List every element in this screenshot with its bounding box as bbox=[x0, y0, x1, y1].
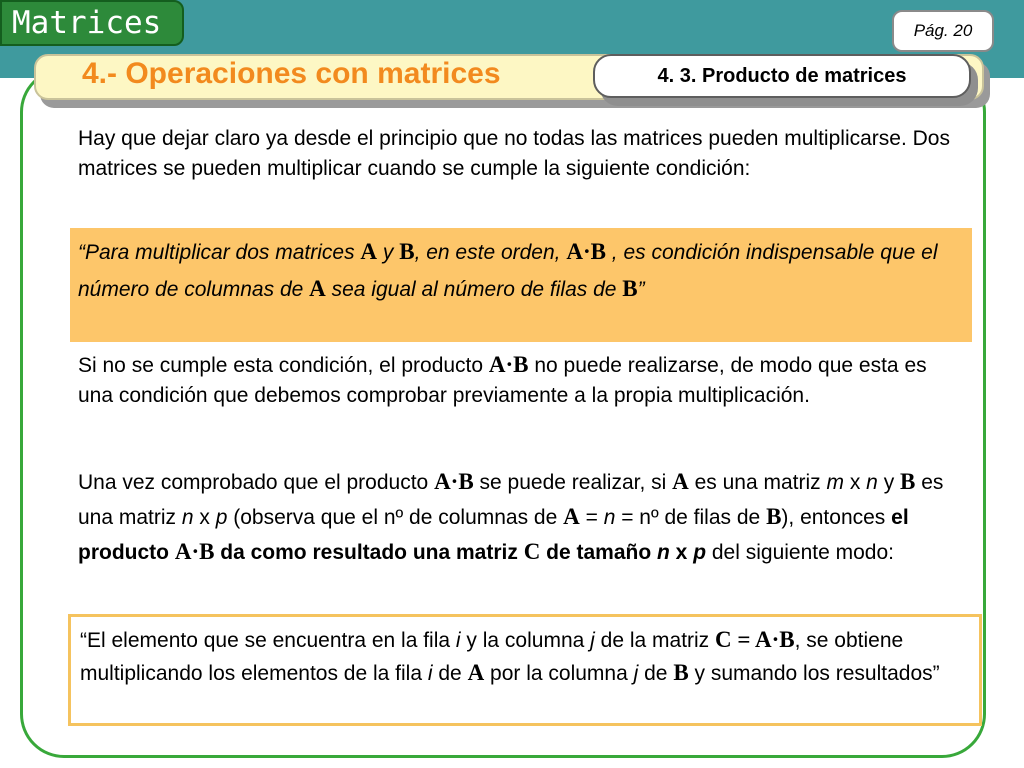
paragraph-condition-not-met: Si no se cumple esta condición, el producto A·B no puede realizarse, de modo que esta es una condición que debemos comprobar previamente a la propia multiplicación. bbox=[78, 352, 927, 407]
element-definition-quote: “El elemento que se encuentra en la fila i y la columna j de la matriz C = A·B, se obtiene multiplicando los elementos de la fila i de A por la columna j de B y sumando los resultados” bbox=[80, 627, 940, 685]
page-number-badge bbox=[892, 10, 994, 52]
app-title: Matrices bbox=[0, 0, 184, 46]
condition-quote: “Para multiplicar dos matrices A y B, en este orden, A·B , es condición indispensable que el número de columnas de A sea igual al número de filas de B” bbox=[78, 239, 938, 301]
paragraph-intro: Hay que dejar claro ya desde el principio que no todas las matrices pueden multiplicarse. Dos matrices se pueden multiplicar cuando se cumple la siguiente condición: bbox=[78, 127, 950, 180]
page-number: Pág. 20 bbox=[913, 21, 973, 40]
paragraph-product-size: Una vez comprobado que el producto A·B se puede realizar, si A es una matriz m x n y B es una matriz n x p (observa que el nº de columnas de A = n = nº de filas de B), entonces el producto A·B da como resultado una matriz C de tamaño n x p del siguiente modo: bbox=[78, 469, 944, 564]
subsection-tab: 4. 3. Producto de matrices bbox=[593, 54, 971, 98]
section-title: 4.- Operaciones con matrices bbox=[82, 57, 501, 90]
